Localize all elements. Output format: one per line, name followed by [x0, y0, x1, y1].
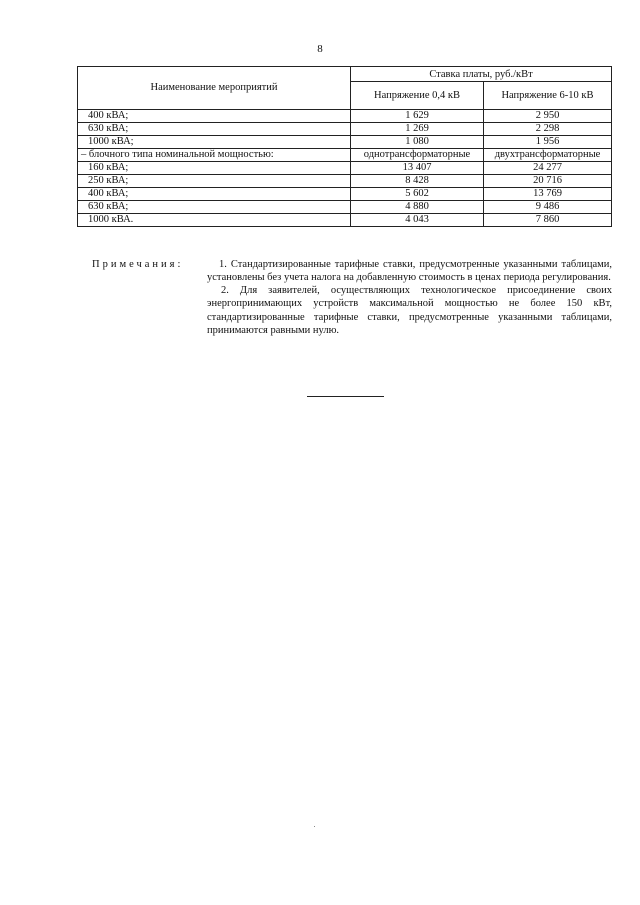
- row-name: 400 кВА;: [78, 110, 351, 123]
- row-name: 400 кВА;: [78, 188, 351, 201]
- row-value-6-10: 24 277: [484, 162, 612, 175]
- row-value-6-10: 13 769: [484, 188, 612, 201]
- closing-rule: [307, 396, 384, 397]
- table-row: [78, 136, 612, 149]
- notes-label: Примечания:: [92, 259, 184, 270]
- row-group-single-transformer: однотрансформаторные: [351, 149, 484, 162]
- row-value-6-10: 9 486: [484, 201, 612, 214]
- table-header-row: [78, 67, 612, 82]
- table-row: [78, 123, 612, 136]
- row-value-6-10: 2 950: [484, 110, 612, 123]
- row-name: 630 кВА;: [78, 123, 351, 136]
- row-value-0-4: 5 602: [351, 188, 484, 201]
- tariff-table: [77, 66, 612, 227]
- row-name: 1000 кВА.: [78, 214, 351, 227]
- row-name: 160 кВА;: [78, 162, 351, 175]
- table-row-group: [78, 149, 612, 162]
- row-name: 1000 кВА;: [78, 136, 351, 149]
- row-group-double-transformer: двухтрансформаторные: [484, 149, 612, 162]
- row-value-6-10: 2 298: [484, 123, 612, 136]
- note-1: 1. Стандартизированные тарифные ставки, предусмотренные указанными таблицами, установлены без учета налога на добавленную стоимость в ценах периода регулирования.: [207, 259, 612, 284]
- header-activity-name: Наименование мероприятий: [78, 67, 351, 110]
- row-name: 630 кВА;: [78, 201, 351, 214]
- scan-mark: [314, 826, 315, 827]
- table-row: [78, 201, 612, 214]
- row-value-6-10: 1 956: [484, 136, 612, 149]
- table-row: [78, 175, 612, 188]
- table-row: [78, 214, 612, 227]
- table-row: [78, 188, 612, 201]
- row-value-0-4: 1 080: [351, 136, 484, 149]
- row-value-0-4: 4 880: [351, 201, 484, 214]
- note-2: 2. Для заявителей, осуществляющих технологическое присоединение своих энергопринимающих устройств максимальной мощностью не более 150 кВт, стандартизированные тарифные ставки, предусмотренные указанными таблицами, принимаются равными нулю.: [207, 285, 612, 336]
- row-value-0-4: 13 407: [351, 162, 484, 175]
- page-number: 8: [317, 43, 323, 55]
- table-row: [78, 162, 612, 175]
- header-voltage-0-4: Напряжение 0,4 кВ: [351, 82, 484, 110]
- row-value-0-4: 8 428: [351, 175, 484, 188]
- row-value-0-4: 1 629: [351, 110, 484, 123]
- header-rate: Ставка платы, руб./кВт: [351, 67, 612, 82]
- row-value-0-4: 1 269: [351, 123, 484, 136]
- table-row: [78, 110, 612, 123]
- notes-body: [207, 258, 612, 337]
- row-value-6-10: 7 860: [484, 214, 612, 227]
- row-value-0-4: 4 043: [351, 214, 484, 227]
- row-value-6-10: 20 716: [484, 175, 612, 188]
- row-name: 250 кВА;: [78, 175, 351, 188]
- row-group-name: – блочного типа номинальной мощностью:: [78, 149, 351, 162]
- header-voltage-6-10: Напряжение 6-10 кВ: [484, 82, 612, 110]
